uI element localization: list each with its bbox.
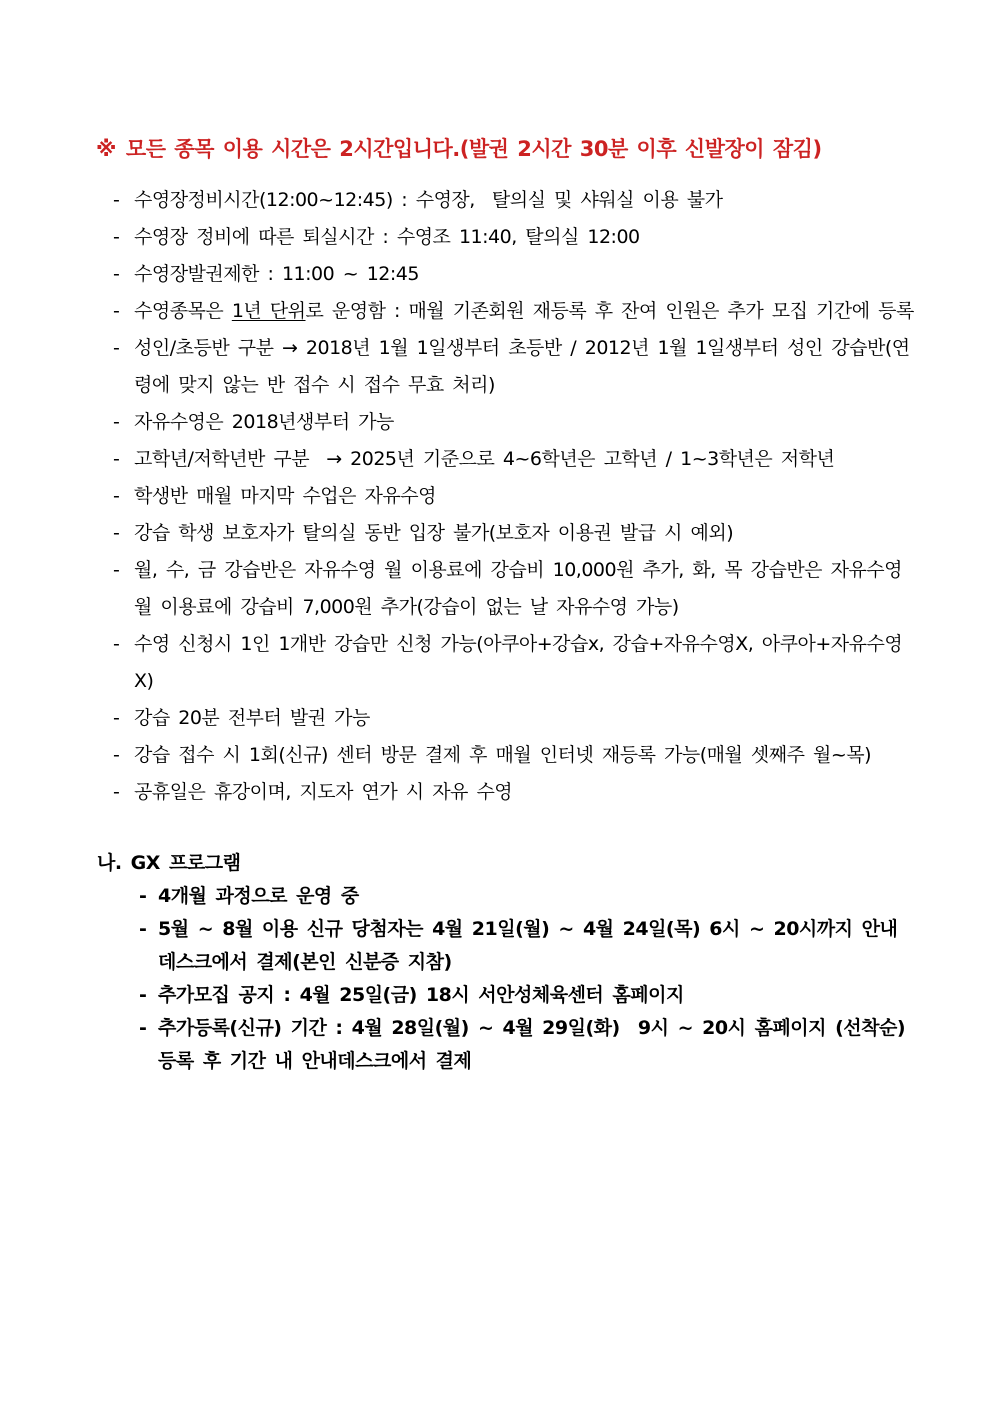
bullet-dash: - — [113, 744, 120, 766]
list-item — [113, 293, 914, 330]
bullet-dash: - — [113, 337, 120, 359]
list-item-text: 강습 학생 보호자가 탈의실 동반 입장 불가(보호자 이용권 발급 시 예외) — [134, 522, 734, 544]
bullet-dash: - — [139, 1017, 147, 1039]
list-item — [113, 552, 914, 626]
list-item-text: 학생반 매월 마지막 수업은 자유수영 — [134, 485, 436, 507]
bullet-dash: - — [113, 485, 120, 507]
bullet-dash: - — [113, 300, 120, 322]
list-item — [113, 515, 914, 552]
list-item-text: 자유수영은 2018년생부터 가능 — [134, 411, 394, 433]
underlined-text: 1년 단위 — [231, 300, 306, 322]
bullet-dash: - — [113, 707, 120, 729]
list-item-text: 4개월 과정으로 운영 중 — [158, 885, 359, 907]
list-item — [113, 700, 914, 737]
list-item-text: 강습 접수 시 1회(신규) 센터 방문 결제 후 매월 인터넷 재등록 가능(매월 셋째주 월~목) — [134, 744, 872, 766]
list-item — [113, 404, 914, 441]
list-item-text-post: 로 운영함 : 매월 기존회원 재등록 후 잔여 인원은 추가 모집 기간에 등록 — [305, 300, 914, 322]
gx-section — [97, 847, 915, 1078]
bullet-dash: - — [113, 781, 120, 803]
bullet-dash: - — [113, 633, 120, 655]
list-item — [113, 182, 914, 219]
list-item-text: 수영 신청시 1인 1개반 강습만 신청 가능(아쿠아+강습x, 강습+자유수영X, 아쿠아+자유수영X) — [134, 633, 903, 692]
list-item — [113, 441, 914, 478]
list-item — [139, 880, 912, 913]
bullet-dash: - — [139, 885, 147, 907]
bullet-dash: - — [113, 522, 120, 544]
list-item-text: 5월 ~ 8월 이용 신규 당첨자는 4월 21일(월) ~ 4월 24일(목) 6시 ~ 20시까지 안내데스크에서 결제(본인 신분증 지참) — [158, 918, 898, 973]
list-item-text: 월, 수, 금 강습반은 자유수영 월 이용료에 강습비 10,000원 추가, 화, 목 강습반은 자유수영 월 이용료에 강습비 7,000원 추가(강습이 없는 날 자유수영 가능) — [134, 559, 911, 618]
list-item-text: 추가등록(신규) 기간 : 4월 28일(월) ~ 4월 29일(화) 9시 ~ 20시 홈페이지 (선착순) 등록 후 기간 내 안내데스크에서 결제 — [158, 1017, 915, 1072]
bullet-dash: - — [113, 189, 120, 211]
bullet-dash: - — [113, 263, 120, 285]
notice-title — [96, 136, 912, 162]
list-item-text: 수영장발권제한 : 11:00 ~ 12:45 — [134, 263, 419, 285]
bullet-dash: - — [113, 411, 120, 433]
list-item-text: 공휴일은 휴강이며, 지도자 연가 시 자유 수영 — [134, 781, 513, 803]
list-item — [113, 219, 914, 256]
list-item — [139, 913, 912, 979]
gx-section-heading: 나. GX 프로그램 — [97, 852, 241, 874]
list-item-text-pre: 수영종목은 — [134, 300, 232, 322]
list-item — [113, 256, 914, 293]
bullet-dash: - — [139, 918, 147, 940]
bullet-dash: - — [139, 984, 147, 1006]
list-item — [113, 737, 914, 774]
list-item — [139, 1012, 915, 1078]
list-item — [113, 774, 914, 811]
list-item — [139, 979, 912, 1012]
list-item-text: 고학년/저학년반 구분 → 2025년 기준으로 4~6학년은 고학년 / 1~3학년은 저학년 — [134, 448, 835, 470]
gx-program-list — [139, 880, 915, 1078]
list-item-text: 수영장 정비에 따른 퇴실시간 : 수영조 11:40, 탈의실 12:00 — [134, 226, 640, 248]
list-item-text: 성인/초등반 구분 → 2018년 1월 1일생부터 초등반 / 2012년 1월 1일생부터 성인 강습반(연령에 맞지 않는 반 접수 시 접수 무효 처리) — [134, 337, 910, 396]
bullet-dash: - — [113, 448, 120, 470]
list-item-text — [134, 293, 914, 330]
list-item — [113, 330, 914, 404]
list-item — [113, 478, 914, 515]
notice-title-text: 모든 종목 이용 시간은 2시간입니다.(발권 2시간 30분 이후 신발장이 잠김) — [125, 137, 822, 161]
list-item-text: 수영장정비시간(12:00~12:45) : 수영장, 탈의실 및 샤워실 이용 불가 — [134, 189, 723, 211]
list-item-text: 강습 20분 전부터 발권 가능 — [134, 707, 370, 729]
bullet-dash: - — [113, 226, 120, 248]
bullet-dash: - — [113, 559, 120, 581]
list-item — [113, 626, 914, 700]
reference-mark: ※ — [96, 137, 116, 161]
swim-rules-list — [113, 182, 914, 811]
list-item-text: 추가모집 공지 : 4월 25일(금) 18시 서안성체육센터 홈페이지 — [158, 984, 684, 1006]
